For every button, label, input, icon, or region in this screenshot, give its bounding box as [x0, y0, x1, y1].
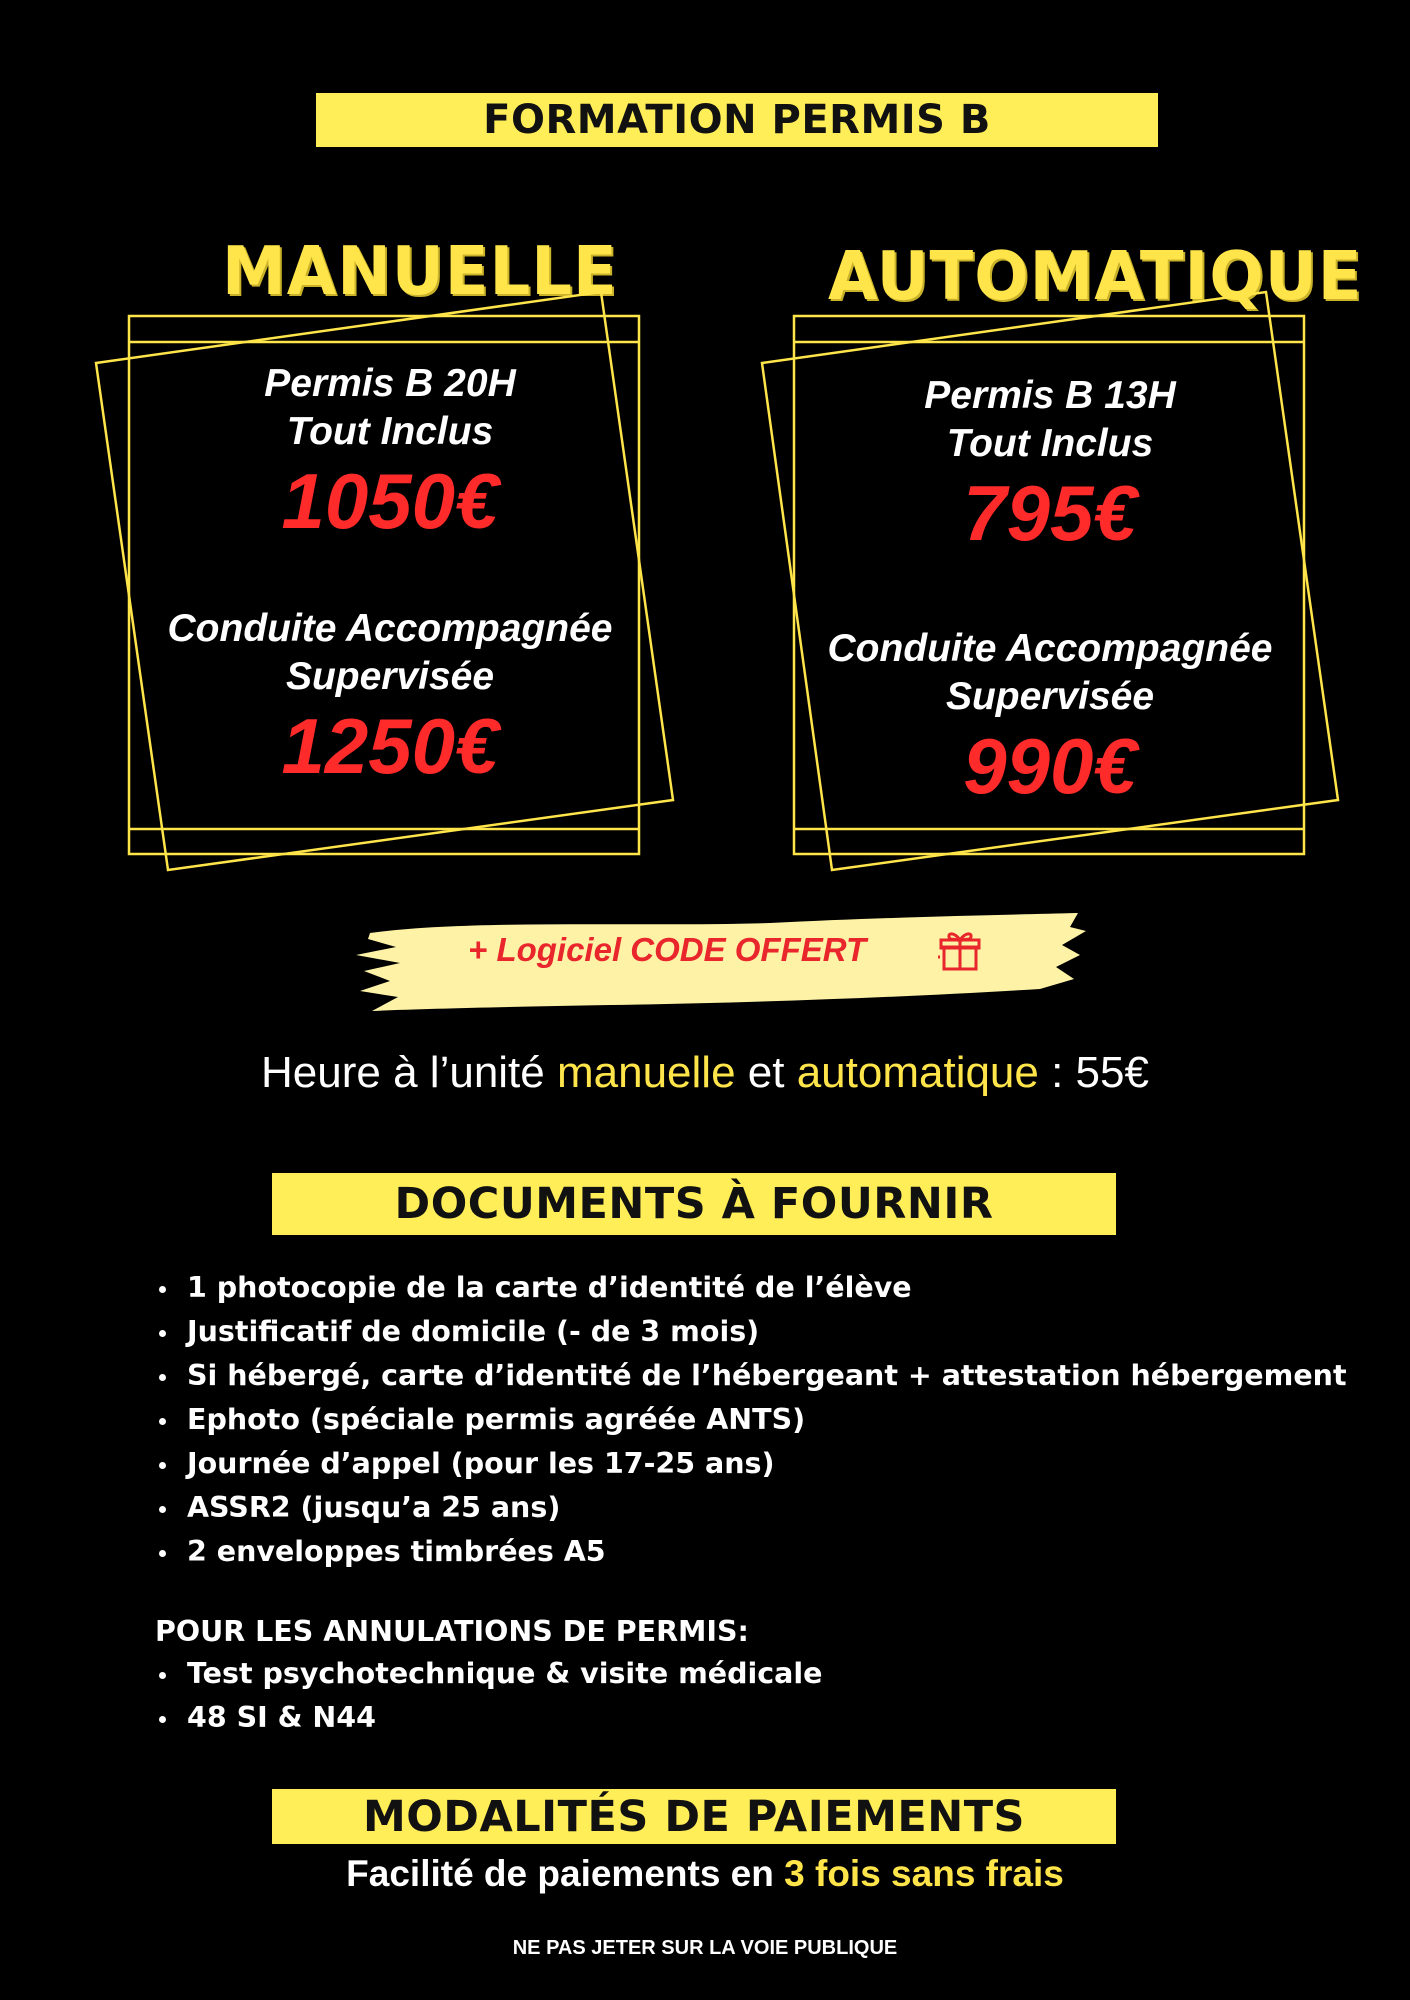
offer-price: 990€ [963, 722, 1137, 810]
bullet-icon [159, 1716, 166, 1723]
annulations-list [155, 1652, 823, 1740]
bullet-icon [159, 1672, 166, 1679]
documents-banner [272, 1173, 1116, 1235]
offer-price: 1250€ [281, 702, 499, 790]
documents-title: DOCUMENTS À FOURNIR [394, 1179, 994, 1229]
manual-offer-2 [140, 605, 640, 791]
offer-sublabel: Tout Inclus [286, 410, 494, 453]
bullet-icon [159, 1550, 166, 1557]
hourly-and: et [735, 1048, 797, 1097]
payment-banner [272, 1789, 1116, 1844]
list-item-text: Journée d’appel (pour les 17-25 ans) [187, 1447, 775, 1480]
bullet-icon [159, 1506, 166, 1513]
list-item [155, 1266, 1347, 1310]
annulations-heading: POUR LES ANNULATIONS DE PERMIS: [155, 1615, 749, 1648]
list-item [155, 1442, 1347, 1486]
list-item [155, 1696, 823, 1740]
offer-label: Permis B 13H [924, 374, 1176, 417]
payment-title: MODALITÉS DE PAIEMENTS [362, 1792, 1026, 1842]
page-title: FORMATION PERMIS B [483, 97, 991, 143]
offer-sublabel: Supervisée [945, 675, 1155, 718]
bullet-icon [159, 1418, 166, 1425]
list-item-text: 2 enveloppes timbrées A5 [187, 1535, 606, 1568]
hourly-rate [0, 1045, 1410, 1101]
list-item-text: Justificatif de domicile (- de 3 mois) [187, 1315, 760, 1348]
list-item [155, 1652, 823, 1696]
list-item-text: 1 photocopie de la carte d’identité de l’élève [187, 1271, 912, 1304]
payment-prefix: Facilité de paiements en [346, 1853, 785, 1894]
bullet-icon [159, 1462, 166, 1469]
offer-sublabel: Tout Inclus [946, 422, 1154, 465]
list-item [155, 1354, 1347, 1398]
automatic-title: AUTOMATIQUE [828, 238, 1363, 316]
offer-sublabel: Supervisée [285, 655, 495, 698]
bullet-icon [159, 1374, 166, 1381]
payment-text [0, 1850, 1410, 1898]
offer-label: Permis B 20H [264, 362, 516, 405]
offer-price: 1050€ [281, 457, 499, 545]
list-item-text: ASSR2 (jusqu’a 25 ans) [187, 1491, 561, 1524]
hourly-manual: manuelle [556, 1048, 736, 1097]
list-item-text: Ephoto (spéciale permis agréée ANTS) [187, 1403, 806, 1436]
list-item [155, 1530, 1347, 1574]
documents-list [155, 1266, 1347, 1574]
payment-highlight: 3 fois sans frais [784, 1853, 1064, 1894]
bullet-icon [159, 1286, 166, 1293]
list-item-text: 48 SI & N44 [187, 1701, 376, 1734]
hourly-automatic: automatique [796, 1048, 1039, 1097]
bullet-icon [159, 1330, 166, 1337]
automatic-offer-1 [790, 372, 1310, 558]
manual-title: MANUELLE [222, 233, 618, 311]
manual-offer-1 [140, 360, 640, 546]
promo-text: + Logiciel CODE OFFERT [468, 931, 867, 968]
footer-notice: NE PAS JETER SUR LA VOIE PUBLIQUE [512, 1937, 898, 1959]
list-item [155, 1486, 1347, 1530]
list-item [155, 1310, 1347, 1354]
offer-label: Conduite Accompagnée [167, 607, 613, 650]
list-item-text: Test psychotechnique & visite médicale [187, 1657, 823, 1690]
gift-icon [938, 929, 982, 973]
offer-label: Conduite Accompagnée [827, 627, 1273, 670]
offer-price: 795€ [963, 469, 1137, 557]
list-item [155, 1398, 1347, 1442]
hourly-prefix: Heure à l’unité [261, 1048, 557, 1097]
list-item-text: Si hébergé, carte d’identité de l’hébergeant + attestation hébergement [187, 1359, 1347, 1392]
automatic-offer-2 [790, 625, 1310, 811]
hourly-suffix: : 55€ [1038, 1048, 1149, 1097]
